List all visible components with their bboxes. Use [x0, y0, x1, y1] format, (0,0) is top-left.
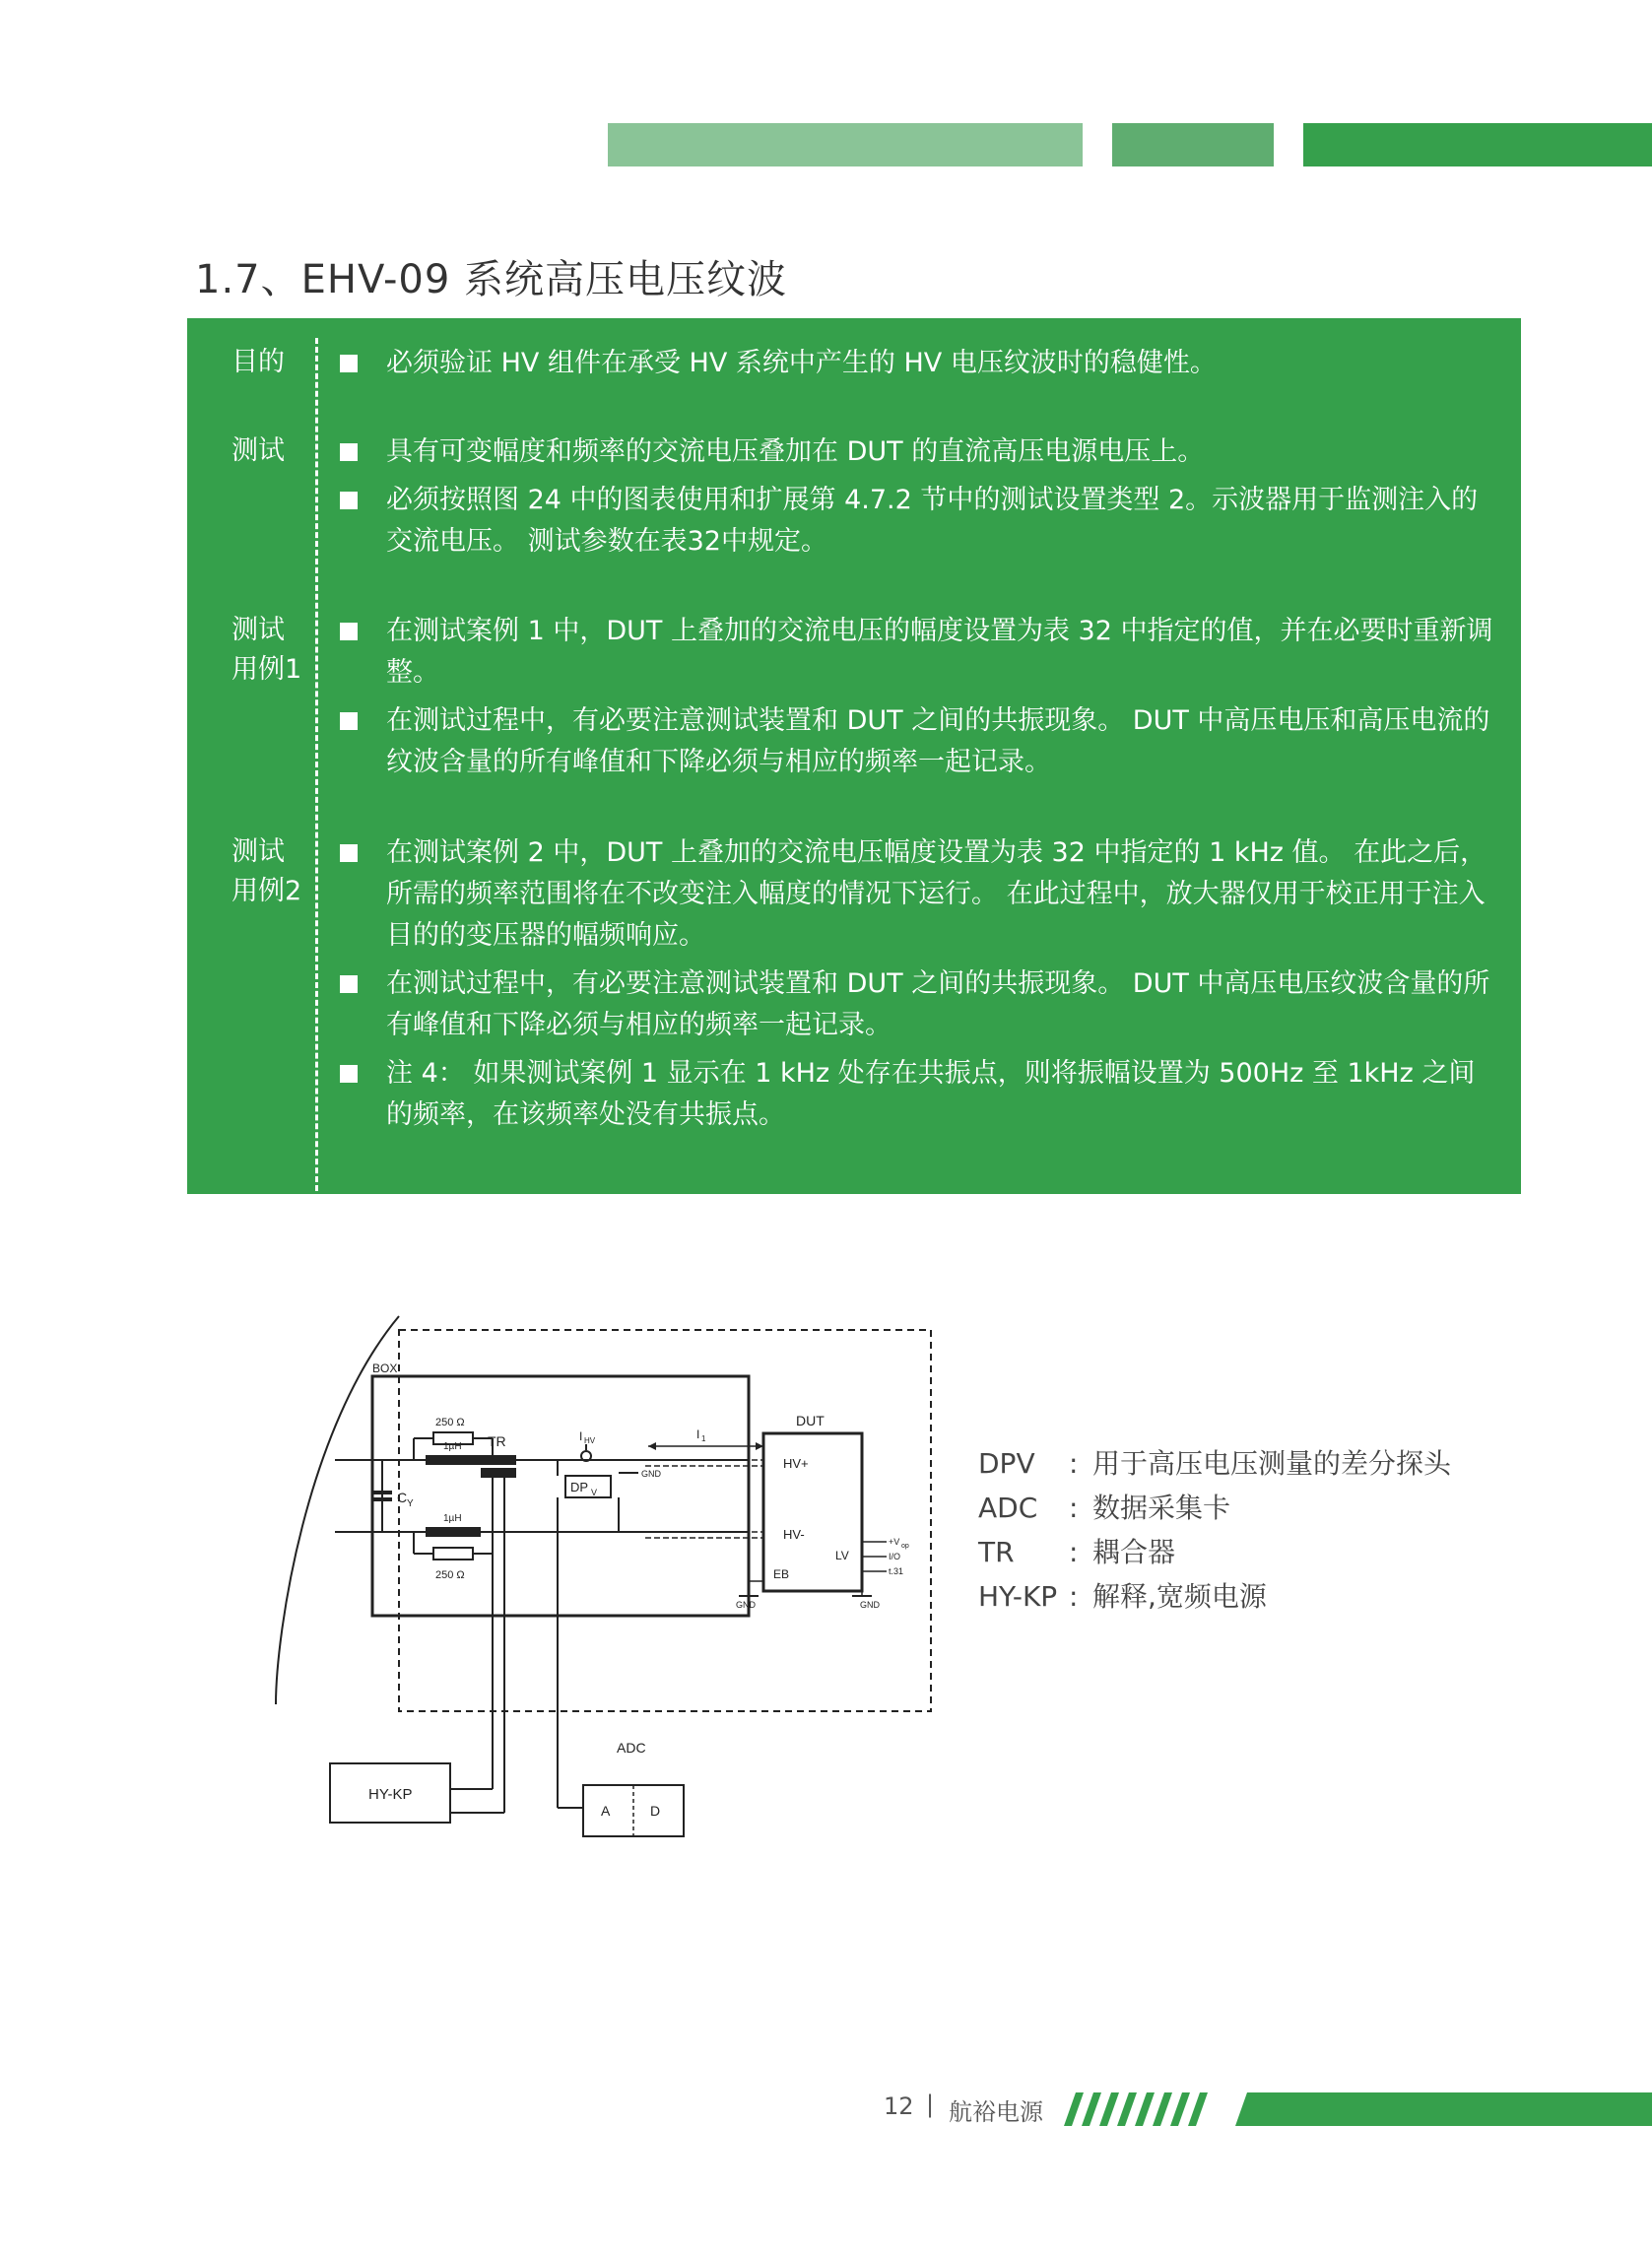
- square-bullet-icon: [340, 623, 358, 640]
- header-bar-dark: [1303, 123, 1652, 166]
- vop-label: +V: [889, 1537, 900, 1547]
- dpv-label: DP: [570, 1480, 589, 1494]
- section-label: 测试用例1: [231, 615, 302, 685]
- test-setup-circuit-diagram: [266, 1310, 946, 1842]
- diagram-legend: [978, 1441, 1451, 1619]
- section-label: 目的: [231, 347, 285, 377]
- hv-plus-label: HV+: [783, 1456, 809, 1471]
- legend-colon: :: [1069, 1492, 1079, 1524]
- adc-label: ADC: [617, 1740, 646, 1756]
- coupler-core: [481, 1468, 516, 1478]
- square-bullet-icon: [340, 492, 358, 509]
- io-label: I/O: [889, 1552, 901, 1561]
- footer-stripes: [1054, 2092, 1652, 2126]
- i1-label: I: [696, 1427, 700, 1441]
- adc-d-label: D: [650, 1803, 661, 1819]
- test-spec-panel: [187, 318, 1521, 1194]
- legend-value: 耦合器: [1092, 1536, 1176, 1568]
- legend-colon: :: [1069, 1447, 1079, 1480]
- legend-key: TR: [978, 1536, 1015, 1568]
- dashed-divider: [315, 338, 318, 1191]
- square-bullet-icon: [340, 975, 358, 993]
- list-item: 必须按照图 24 中的图表使用和扩展第 4.7.2 节中的测试设置类型 2。示波器用于监测注入的交流电压。 测试参数在表32中规定。: [335, 480, 1497, 563]
- section-label: 测试用例2: [231, 836, 302, 906]
- section-label: 测试: [231, 435, 285, 466]
- eb-label: EB: [773, 1567, 790, 1581]
- gnd-label: GND: [641, 1469, 661, 1479]
- ihv-sub-label: HV: [584, 1436, 596, 1445]
- cap-sub-label: Y: [407, 1498, 414, 1509]
- l-top-label: 1µH: [443, 1441, 462, 1452]
- list-item: 在测试过程中，有必要注意测试装置和 DUT 之间的共振现象。 DUT 中高压电压和高压电流的纹波含量的所有峰值和下降必须与相应的频率一起记录。: [335, 700, 1497, 783]
- legend-row: [978, 1574, 1451, 1619]
- box-enclosure: [372, 1376, 749, 1616]
- square-bullet-icon: [340, 443, 358, 461]
- legend-value: 数据采集卡: [1092, 1492, 1231, 1524]
- dpv-sub-label: V: [591, 1488, 598, 1497]
- gnd-left-label: GND: [736, 1600, 756, 1610]
- capacitor-plate: [372, 1491, 392, 1494]
- capacitor-plate: [372, 1497, 392, 1501]
- square-bullet-icon: [340, 712, 358, 730]
- header-bar-mid: [1112, 123, 1274, 166]
- r-bottom-label: 250 Ω: [435, 1569, 465, 1581]
- header-bar-light: [608, 123, 1083, 166]
- legend-colon: :: [1069, 1580, 1079, 1613]
- square-bullet-icon: [340, 355, 358, 372]
- hykp-label: HY-KP: [368, 1786, 413, 1803]
- vop-sub-label: op: [901, 1543, 909, 1550]
- r-top-label: 250 Ω: [435, 1417, 465, 1428]
- i1-sub-label: 1: [701, 1434, 706, 1443]
- cap-label: C: [397, 1490, 408, 1505]
- list-item: 在测试案例 1 中，DUT 上叠加的交流电压的幅度设置为表 32 中指定的值，并在必要时重新调整。: [335, 611, 1497, 694]
- legend-row: [978, 1530, 1451, 1574]
- resistor-bottom: [433, 1548, 473, 1560]
- adc-a-label: A: [601, 1803, 611, 1819]
- tr-label: TR: [488, 1433, 506, 1449]
- list-item: 注 4： 如果测试案例 1 显示在 1 kHz 处存在共振点，则将振幅设置为 500Hz 至 1kHz 之间的频率，在该频率处没有共振点。: [335, 1053, 1497, 1136]
- dut-label: DUT: [796, 1413, 825, 1428]
- box-label: BOX: [372, 1361, 398, 1375]
- legend-key: DPV: [978, 1447, 1035, 1480]
- square-bullet-icon: [340, 844, 358, 862]
- page-number: 12: [884, 2092, 914, 2120]
- legend-colon: :: [1069, 1536, 1079, 1568]
- hv-minus-label: HV-: [783, 1527, 805, 1542]
- section-title: 1.7、EHV-09 系统高压电压纹波: [195, 257, 788, 302]
- list-item: 在测试过程中，有必要注意测试装置和 DUT 之间的共振现象。 DUT 中高压电压纹波含量的所有峰值和下降必须与相应的频率一起记录。: [335, 963, 1497, 1046]
- l-bottom-label: 1µH: [443, 1513, 462, 1524]
- gnd-right-label: GND: [860, 1600, 880, 1610]
- list-item: 在测试案例 2 中，DUT 上叠加的交流电压幅度设置为表 32 中指定的 1 kHz 值。 在此之后，所需的频率范围将在不改变注入幅度的情况下运行。 在此过程中，放大器仅用于校正用于注入目的的变压器的幅频响应。: [335, 832, 1497, 957]
- brand-name: 航裕电源: [949, 2098, 1043, 2126]
- inductor-bottom: [426, 1527, 481, 1537]
- legend-row: [978, 1441, 1451, 1486]
- legend-key: ADC: [978, 1492, 1038, 1524]
- ihv-label: I: [579, 1429, 583, 1443]
- list-item: 具有可变幅度和频率的交流电压叠加在 DUT 的直流高压电源电压上。: [335, 431, 1497, 473]
- legend-value: 用于高压电压测量的差分探头: [1092, 1447, 1452, 1480]
- t31-label: t.31: [889, 1566, 904, 1576]
- legend-value: 解释,宽频电源: [1092, 1580, 1267, 1613]
- legend-row: [978, 1486, 1451, 1530]
- square-bullet-icon: [340, 1065, 358, 1083]
- lv-label: LV: [835, 1549, 849, 1562]
- coupler-core: [481, 1455, 516, 1465]
- legend-key: HY-KP: [978, 1580, 1058, 1613]
- inductor-top: [426, 1455, 481, 1465]
- list-item: 必须验证 HV 组件在承受 HV 系统中产生的 HV 电压纹波时的稳健性。: [335, 343, 1497, 384]
- footer-separator: |: [926, 2091, 935, 2118]
